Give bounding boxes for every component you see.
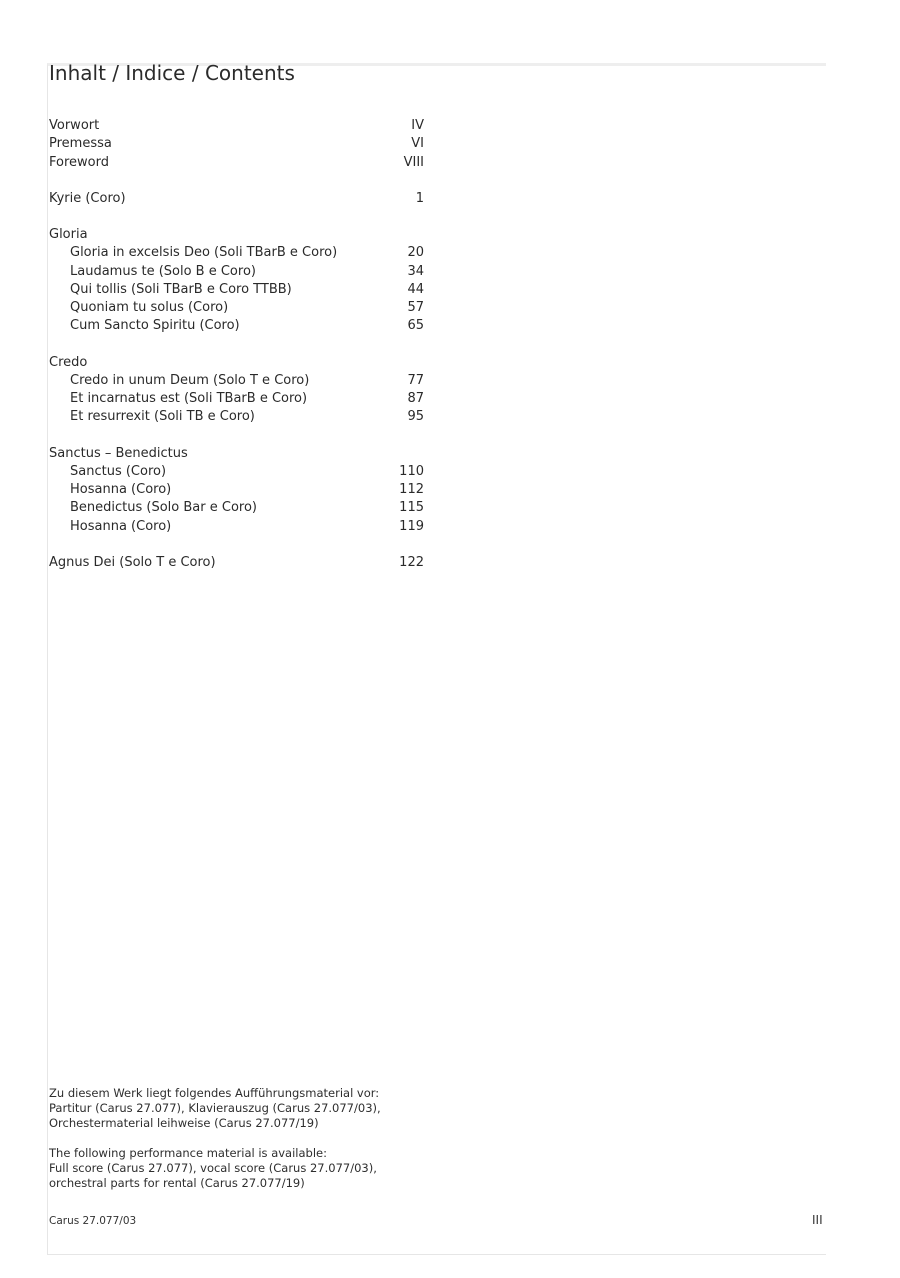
- toc-entry: [49, 554, 426, 572]
- toc-entry: [49, 445, 426, 463]
- material-note-german: [49, 1086, 381, 1131]
- table-of-contents: [49, 117, 426, 590]
- toc-group: [49, 554, 426, 572]
- toc-subentry: [49, 463, 426, 481]
- toc-entry-label: Credo in unum Deum (Solo T e Coro): [70, 372, 310, 388]
- toc-subentry: [49, 518, 426, 536]
- toc-entry-page: 57: [407, 300, 424, 315]
- toc-entry-label: Agnus Dei (Solo T e Coro): [49, 554, 216, 570]
- toc-entry-label: Benedictus (Solo Bar e Coro): [70, 500, 257, 516]
- toc-entry-label: Hosanna (Coro): [70, 518, 172, 534]
- toc-subentry: [49, 499, 426, 517]
- toc-entry-label: Et incarnatus est (Soli TBarB e Coro): [70, 391, 308, 406]
- toc-subentry: [49, 408, 426, 426]
- toc-entry-page: 110: [399, 463, 424, 479]
- material-line: orchestral parts for rental (Carus 27.077/19): [49, 1176, 305, 1190]
- toc-entry-label: Vorwort: [49, 118, 100, 133]
- toc-entry-page: 95: [407, 409, 424, 425]
- toc-entry-page: 1: [415, 190, 424, 206]
- toc-entry-page: 34: [407, 263, 424, 279]
- toc-entry: [49, 135, 426, 153]
- toc-entry: [49, 354, 426, 372]
- performance-material-note: [49, 1086, 381, 1206]
- toc-subentry: [49, 244, 426, 262]
- page-title: Inhalt / Indice / Contents: [49, 61, 295, 85]
- toc-entry-label: Premessa: [49, 136, 112, 152]
- catalog-number: Carus 27.077/03: [49, 1215, 137, 1227]
- toc-subentry: [49, 263, 426, 281]
- toc-entry: [49, 117, 426, 135]
- material-line: The following performance material is available:: [49, 1146, 327, 1160]
- toc-entry-page: IV: [411, 118, 424, 133]
- page-number: III: [812, 1213, 823, 1227]
- toc-entry-label: Kyrie (Coro): [49, 190, 126, 206]
- material-line: Zu diesem Werk liegt folgendes Aufführungsmaterial vor:: [49, 1086, 380, 1100]
- toc-entry-label: Sanctus (Coro): [70, 463, 167, 479]
- toc-entry-label: Quoniam tu solus (Coro): [70, 300, 229, 315]
- material-line: Full score (Carus 27.077), vocal score (Carus 27.077/03),: [49, 1161, 377, 1175]
- toc-subentry: [49, 281, 426, 299]
- toc-entry-label: Credo: [49, 354, 88, 370]
- toc-entry-label: Et resurrexit (Soli TB e Coro): [70, 409, 255, 425]
- toc-entry-label: Gloria in excelsis Deo (Soli TBarB e Coro): [70, 245, 338, 261]
- toc-entry-label: Qui tollis (Soli TBarB e Coro TTBB): [70, 281, 292, 297]
- toc-subentry: [49, 317, 426, 335]
- toc-entry: [49, 154, 426, 172]
- material-note-english: [49, 1146, 381, 1191]
- toc-group: [49, 445, 426, 536]
- toc-subentry: [49, 390, 426, 408]
- toc-entry-page: 65: [407, 318, 424, 334]
- toc-subentry: [49, 372, 426, 390]
- toc-group: [49, 190, 426, 208]
- toc-entry: [49, 190, 426, 208]
- toc-entry-page: VIII: [403, 154, 424, 170]
- toc-entry-page: 87: [407, 391, 424, 406]
- material-line: Orchestermaterial leihweise (Carus 27.077/19): [49, 1116, 319, 1130]
- toc-entry-page: 122: [399, 554, 424, 570]
- toc-entry-page: 115: [399, 500, 424, 516]
- toc-entry: [49, 226, 426, 244]
- toc-entry-page: 77: [407, 372, 424, 388]
- toc-entry-label: Hosanna (Coro): [70, 482, 172, 497]
- toc-entry-label: Foreword: [49, 154, 109, 170]
- toc-entry-label: Cum Sancto Spiritu (Coro): [70, 318, 240, 334]
- toc-entry-page: 44: [407, 281, 424, 297]
- toc-entry-page: VI: [411, 136, 424, 152]
- toc-subentry: [49, 299, 426, 317]
- toc-entry-label: Gloria: [49, 227, 88, 242]
- toc-entry-page: 119: [399, 518, 424, 534]
- toc-entry-page: 112: [399, 482, 424, 497]
- toc-subentry: [49, 481, 426, 499]
- toc-group: [49, 226, 426, 336]
- toc-entry-label: Sanctus – Benedictus: [49, 445, 188, 461]
- material-line: Partitur (Carus 27.077), Klavierauszug (Carus 27.077/03),: [49, 1101, 381, 1115]
- toc-entry-label: Laudamus te (Solo B e Coro): [70, 263, 256, 279]
- toc-group: [49, 117, 426, 172]
- toc-group: [49, 354, 426, 427]
- toc-entry-page: 20: [407, 245, 424, 261]
